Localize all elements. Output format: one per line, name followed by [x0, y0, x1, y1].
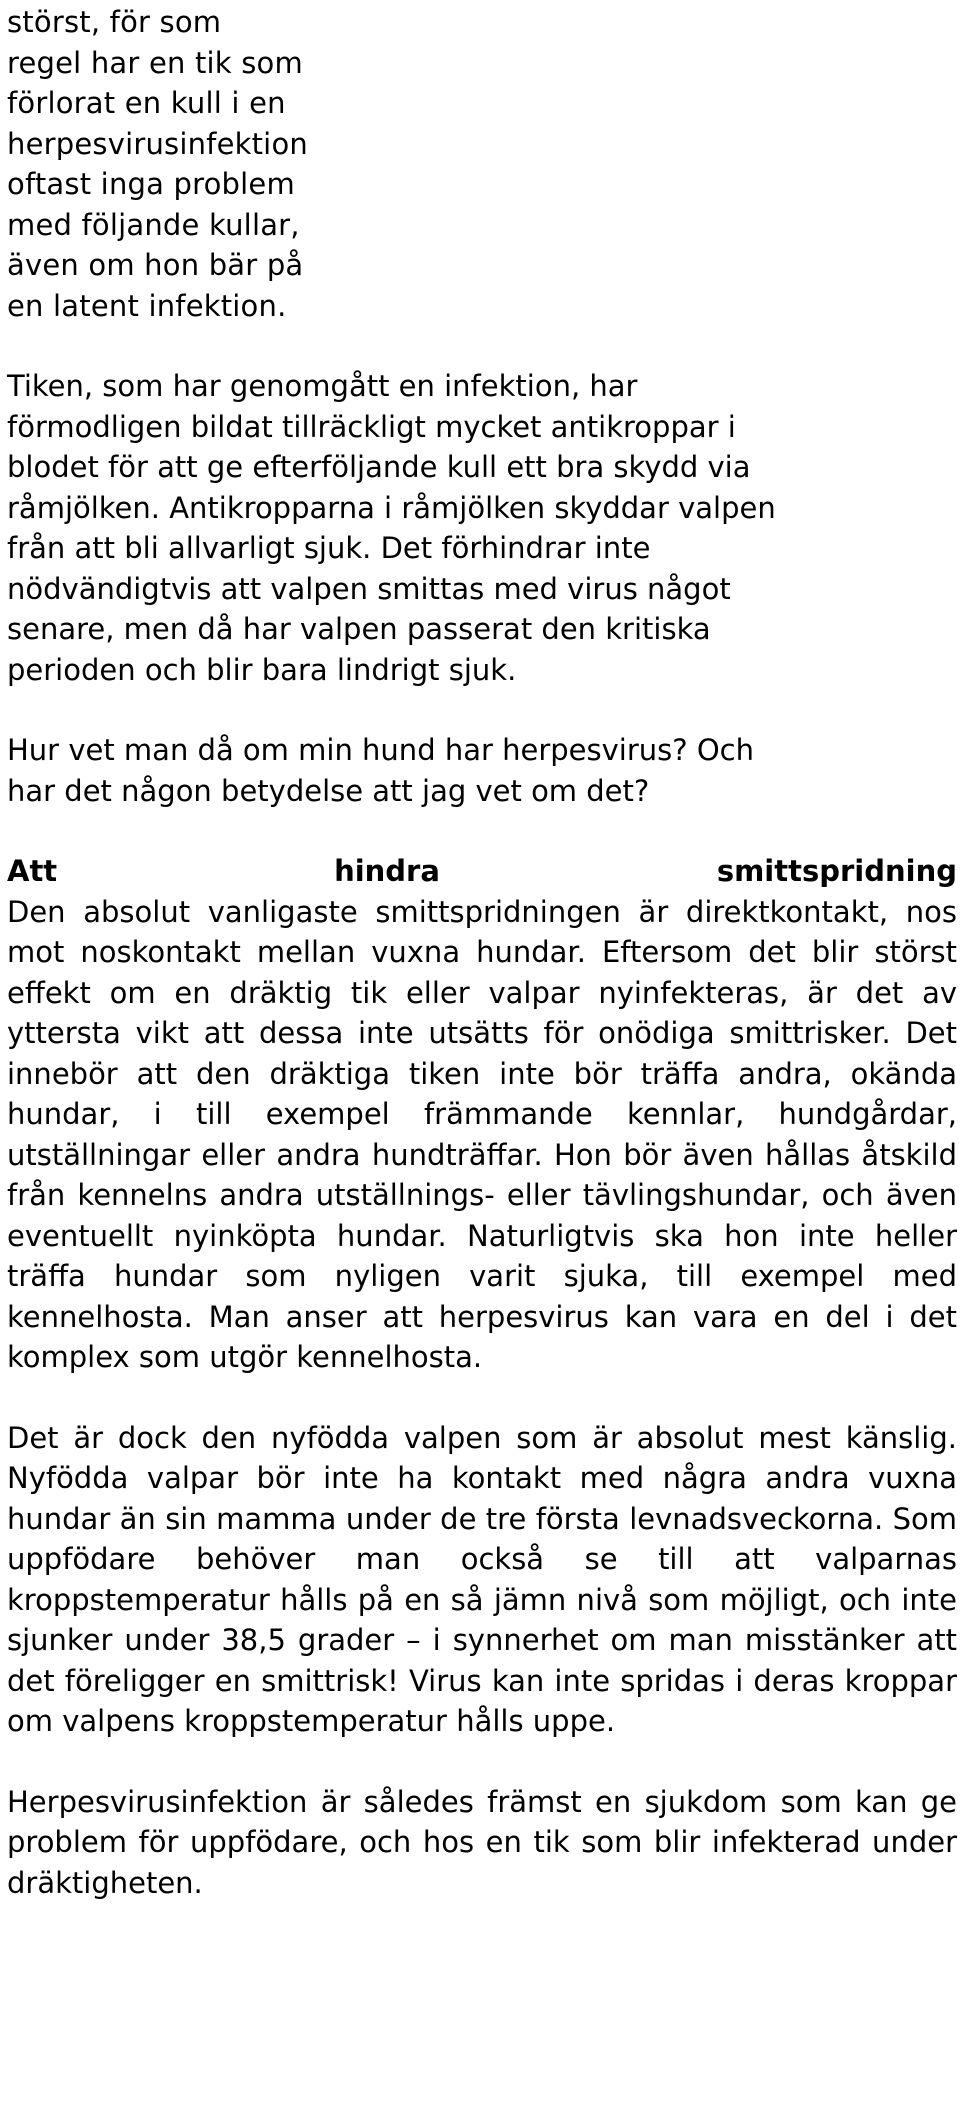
section-heading [7, 851, 957, 892]
antibodies-paragraph [7, 366, 957, 690]
newborn-paragraph: Det är dock den nyfödda valpen som är absolut mest känslig. Nyfödda valpar bör inte ha kontakt med några andra vuxna hundar än sin mamma under de tre första levnadsveckorna. Som uppfödare behöver man också se till att valparnas kroppstemperatur hålls på en så jämn nivå som möjligt, och inte sjunker under 38,5 grader – i synnerhet om man misstänker att det föreligger en smittrisk! Virus kan inte spridas i deras kroppar om valpens kroppstemperatur hålls uppe. [7, 1420, 957, 1738]
text-line: blodet för att ge efterföljande kull ett bra skydd via [7, 450, 751, 484]
text-line: regel har en tik som [7, 45, 303, 80]
text-line: från att bli allvarligt sjuk. Det förhindrar inte [7, 531, 651, 565]
heading-word: Att [7, 854, 58, 888]
text-line: nödvändigtvis att valpen smittas med virus något [7, 571, 731, 606]
text-line: störst, för som [7, 5, 222, 39]
text-line: Hur vet man då om min hund har herpesvirus? Och [7, 733, 755, 767]
intro-paragraph [7, 2, 367, 326]
text-line: Tiken, som har genomgått en infektion, har [7, 369, 638, 403]
document-page [7, 0, 957, 1903]
heading-word: smittspridning [716, 854, 957, 888]
text-line: även om hon bär på [7, 248, 304, 282]
text-line: förlorat en kull i en [7, 86, 286, 120]
heading-word: hindra [334, 854, 440, 888]
text-line: råmjölken. Antikropparna i råmjölken skyddar valpen [7, 490, 776, 525]
text-line: senare, men då har valpen passerat den kritiska [7, 612, 711, 646]
question-paragraph [7, 730, 957, 811]
conclusion-paragraph: Herpesvirusinfektion är således främst en sjukdom som kan ge problem för uppfödare, och hos en tik som blir infekterad under dräktigheten. [7, 1784, 957, 1900]
text-line: en latent infektion. [7, 288, 287, 323]
text-line: perioden och blir bara lindrigt sjuk. [7, 652, 517, 687]
text-line: herpesvirusinfektion [7, 126, 308, 161]
text-line: har det någon betydelse att jag vet om det? [7, 773, 650, 808]
text-line: förmodligen bildat tillräckligt mycket antikroppar i [7, 409, 736, 444]
text-line: oftast inga problem [7, 167, 295, 201]
spread-paragraph: Den absolut vanligaste smittspridningen är direktkontakt, nos mot noskontakt mellan vuxna hundar. Eftersom det blir störst effekt om en dräktig tik eller valpar nyinfekteras, är det av yttersta vikt att dessa inte utsätts för onödiga smittrisker. Det innebör att den dräktiga tiken inte bör träffa andra, okända hundar, i till exempel främmande kennlar, hundgårdar, utställningar eller andra hundträffar. Hon bör även hållas åtskild från kennelns andra utställnings- eller tävlingshundar, och även eventuellt nyinköpta hundar. Naturligtvis ska hon inte heller träffa hundar som nyligen varit sjuka, till exempel med kennelhosta. Man anser att herpesvirus kan vara en del i det komplex som utgör kennelhosta. [7, 894, 957, 1374]
text-line: med följande kullar, [7, 207, 300, 242]
